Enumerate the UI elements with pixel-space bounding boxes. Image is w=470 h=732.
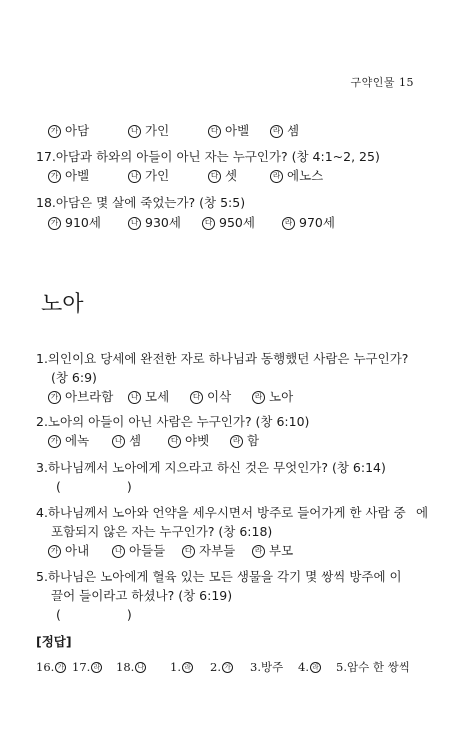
answer-number: 1.: [170, 660, 181, 674]
q18-options: [48, 215, 335, 231]
nq1-option-ra: [252, 389, 293, 405]
answer-16: [36, 659, 72, 675]
nq4-option-ra: [252, 543, 293, 559]
option-text: 셋: [225, 168, 238, 183]
q16-option-ra: [270, 123, 299, 139]
question-18: 18.아담은 몇 살에 죽었는가? (창 5:5): [36, 195, 246, 210]
answer-key-title: [정답]: [36, 634, 72, 649]
answer-number: 18.: [116, 660, 135, 674]
answer-number: 5.: [336, 660, 347, 674]
noah-question-4-line1: [36, 505, 429, 521]
q16-option-ga: [48, 123, 128, 139]
circled-ra-marker: 라: [182, 662, 193, 673]
q17-option-ra: [270, 168, 323, 184]
option-text: 야벳: [185, 433, 210, 448]
option-text: 에노스: [287, 168, 324, 183]
answer-text: 암수 한 쌍씩: [346, 660, 410, 674]
noah-question-4-line2: 포함되지 않은 자는 누구인가? (창 6:18): [51, 524, 273, 539]
circled-na-marker: 나: [128, 217, 141, 230]
q18-option-da: [202, 215, 282, 231]
q17-option-na: [128, 168, 208, 184]
circled-ra-marker: 라: [310, 662, 321, 673]
page-header: 구약인물 15: [350, 76, 414, 89]
circled-da-marker: 다: [208, 125, 221, 138]
nq1-option-ga: [48, 389, 128, 405]
nq1-option-na: [128, 389, 190, 405]
circled-ra-marker: 라: [230, 435, 243, 448]
circled-ga-marker: 가: [48, 170, 61, 183]
nq4-option-ga: [48, 543, 112, 559]
circled-da-marker: 다: [208, 170, 221, 183]
answer-n3: [250, 659, 298, 675]
blank-open-paren: (: [56, 479, 61, 494]
nq4-option-na: [112, 543, 182, 559]
option-text: 셈: [287, 123, 300, 138]
answer-text: 방주: [260, 660, 284, 674]
q17-options: [48, 168, 323, 184]
option-text: 함: [247, 433, 260, 448]
q17-option-da: [208, 168, 270, 184]
option-text: 자부들: [199, 543, 236, 558]
option-text: 아내: [65, 543, 90, 558]
answer-n5: [336, 659, 410, 675]
circled-da-marker: 다: [202, 217, 215, 230]
option-text: 아들들: [129, 543, 166, 558]
circled-ga-marker: 가: [48, 391, 61, 404]
answer-n4: [298, 659, 336, 675]
answer-number: 3.: [250, 660, 261, 674]
option-text: 에녹: [65, 433, 90, 448]
circled-ra-marker: 라: [252, 391, 265, 404]
option-text: 910세: [65, 215, 101, 230]
option-text: 셈: [129, 433, 142, 448]
noah-question-5-line1: 5.하나님은 노아에게 혈육 있는 모든 생물을 각기 몇 쌍씩 방주에 이: [36, 569, 402, 584]
answer-n2: [210, 659, 250, 675]
nq1-options: [48, 389, 293, 405]
option-text: 아벨: [225, 123, 250, 138]
nq2-option-da: [168, 433, 230, 449]
circled-na-marker: 나: [112, 545, 125, 558]
q16-option-da: [208, 123, 270, 139]
q18-option-ra: [282, 215, 335, 231]
q4-line1-text: 4.하나님께서 노아와 언약을 세우시면서 방주로 들어가게 한 사람 중: [36, 505, 406, 520]
answer-17: [72, 659, 116, 675]
circled-na-marker: 나: [128, 391, 141, 404]
q3-answer-blank: [56, 479, 132, 495]
nq4-options: [48, 543, 293, 559]
circled-ga-marker: 가: [55, 662, 66, 673]
q17-option-ga: [48, 168, 128, 184]
circled-ra-marker: 라: [252, 545, 265, 558]
circled-ga-marker: 가: [48, 125, 61, 138]
circled-ga-marker: 가: [48, 545, 61, 558]
option-text: 970세: [299, 215, 335, 230]
noah-question-3: 3.하나님께서 노아에게 지으라고 하신 것은 무엇인가? (창 6:14): [36, 460, 386, 475]
q4-line1-end: 에: [416, 505, 429, 520]
circled-ra-marker: 라: [270, 170, 283, 183]
nq1-option-da: [190, 389, 252, 405]
q5-answer-blank: [56, 607, 132, 623]
q16-option-na: [128, 123, 208, 139]
circled-ra-marker: 라: [282, 217, 295, 230]
noah-question-2: 2.노아의 아들이 아닌 사람은 누구인가? (창 6:10): [36, 414, 310, 429]
option-text: 부모: [269, 543, 294, 558]
answer-number: 4.: [298, 660, 309, 674]
question-17: 17.아담과 하와의 아들이 아닌 자는 누구인가? (창 4:1~2, 25): [36, 149, 380, 164]
answer-n1: [170, 659, 210, 675]
circled-ga-marker: 가: [48, 435, 61, 448]
circled-ga-marker: 가: [48, 217, 61, 230]
blank-open-paren: (: [56, 607, 61, 622]
circled-da-marker: 다: [190, 391, 203, 404]
option-text: 모세: [145, 389, 170, 404]
circled-na-marker: 나: [128, 125, 141, 138]
nq2-option-na: [112, 433, 168, 449]
noah-question-1-line2: (창 6:9): [51, 370, 97, 385]
option-text: 가인: [145, 168, 170, 183]
option-text: 이삭: [207, 389, 232, 404]
q16-options: [48, 123, 299, 139]
option-text: 950세: [219, 215, 255, 230]
noah-question-1-line1: 1.의인이요 당세에 완전한 자로 하나님과 동행했던 사람은 누구인가?: [36, 351, 409, 366]
circled-ga-marker: 가: [222, 662, 233, 673]
q18-option-na: [128, 215, 202, 231]
circled-ra-marker: 라: [270, 125, 283, 138]
option-text: 노아: [269, 389, 294, 404]
option-text: 아담: [65, 123, 90, 138]
blank-close-paren: ): [126, 607, 132, 622]
circled-da-marker: 다: [182, 545, 195, 558]
circled-na-marker: 나: [128, 170, 141, 183]
nq4-option-da: [182, 543, 252, 559]
q18-option-ga: [48, 215, 128, 231]
answer-key-row: [36, 659, 410, 675]
nq2-option-ga: [48, 433, 112, 449]
option-text: 아벨: [65, 168, 90, 183]
circled-na-marker: 나: [135, 662, 146, 673]
option-text: 아브라함: [65, 389, 114, 404]
option-text: 가인: [145, 123, 170, 138]
circled-da-marker: 다: [168, 435, 181, 448]
nq2-option-ra: [230, 433, 259, 449]
circled-na-marker: 나: [112, 435, 125, 448]
option-text: 930세: [145, 215, 181, 230]
circled-ra-marker: 라: [91, 662, 102, 673]
answer-number: 17.: [72, 660, 91, 674]
answer-number: 16.: [36, 660, 55, 674]
answer-18: [116, 659, 170, 675]
nq2-options: [48, 433, 259, 449]
blank-close-paren: ): [126, 479, 132, 494]
noah-question-5-line2: 끌어 들이라고 하셨나? (창 6:19): [51, 588, 233, 603]
answer-number: 2.: [210, 660, 221, 674]
section-title: 노아: [41, 292, 84, 317]
